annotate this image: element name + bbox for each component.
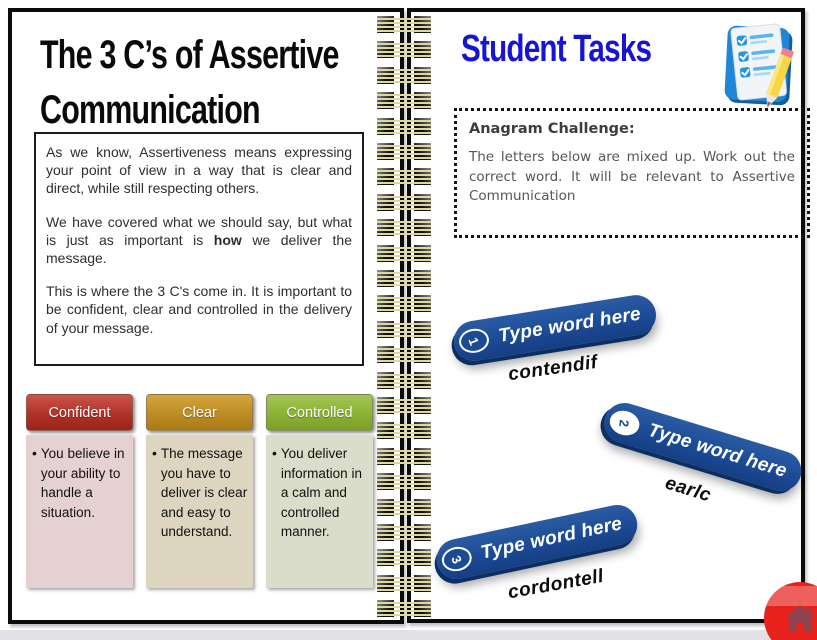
scrambled-word-2: earlc bbox=[662, 472, 714, 507]
bullet: • bbox=[32, 445, 37, 461]
anagram-challenge-box bbox=[454, 108, 810, 238]
type-word-input-2[interactable] bbox=[600, 398, 807, 496]
anagram-challenge-instructions: The letters below are mixed up. Work out the correct word. It will be relevant to Assertive Communication bbox=[469, 149, 795, 205]
left-notebook-page bbox=[8, 8, 404, 624]
right-notebook-page bbox=[407, 8, 805, 623]
three-cs-columns bbox=[26, 394, 374, 588]
task-1-number-badge: 1 bbox=[457, 327, 490, 355]
intro-text-box bbox=[34, 132, 364, 366]
column-confident bbox=[26, 394, 133, 588]
task-3-number-badge: 3 bbox=[440, 544, 474, 574]
clipboard-checklist-icon bbox=[714, 18, 806, 112]
page-title: The 3 C’s of Assertive Communication bbox=[40, 33, 339, 133]
window-bottom-strip bbox=[0, 630, 817, 640]
type-word-label-1: Type word here bbox=[496, 303, 643, 347]
column-clear bbox=[146, 394, 253, 588]
column-controlled bbox=[266, 394, 373, 588]
bullet: • bbox=[152, 445, 157, 461]
task-2 bbox=[600, 398, 807, 496]
column-header-controlled: Controlled bbox=[266, 394, 373, 431]
column-body-controlled: • You deliver information in a calm and controlled manner. bbox=[266, 435, 373, 588]
intro-paragraph-2: We have covered what we should say, but what is just as important is how we deliver the message. bbox=[46, 213, 352, 266]
bullet: • bbox=[272, 445, 277, 461]
scrambled-word-1: contendif bbox=[506, 351, 599, 386]
type-word-label-2: Type word here bbox=[645, 419, 790, 482]
home-button[interactable] bbox=[764, 582, 817, 640]
column-header-clear: Clear bbox=[146, 394, 253, 431]
intro-paragraph-1: As we know, Assertiveness means expressing your point of view in a way that is clear and direct, while still respecting others. bbox=[46, 144, 352, 197]
type-word-label-3: Type word here bbox=[478, 513, 625, 564]
home-icon bbox=[781, 600, 817, 638]
student-tasks-title: Student Tasks bbox=[461, 28, 652, 70]
column-header-confident: Confident bbox=[26, 394, 133, 431]
column-body-clear: • The message you have to deliver is clear and easy to understand. bbox=[146, 435, 253, 588]
scrambled-word-3: cordontell bbox=[506, 565, 606, 604]
anagram-challenge-title: Anagram Challenge: bbox=[469, 121, 635, 137]
column-body-confident: • You believe in your ability to handle a situation. bbox=[26, 435, 133, 588]
intro-paragraph-3: This is where the 3 C's come in. It is important to be confident, clear and controlled in the delivery of your message. bbox=[46, 283, 352, 336]
task-2-number-badge: 2 bbox=[607, 407, 643, 439]
